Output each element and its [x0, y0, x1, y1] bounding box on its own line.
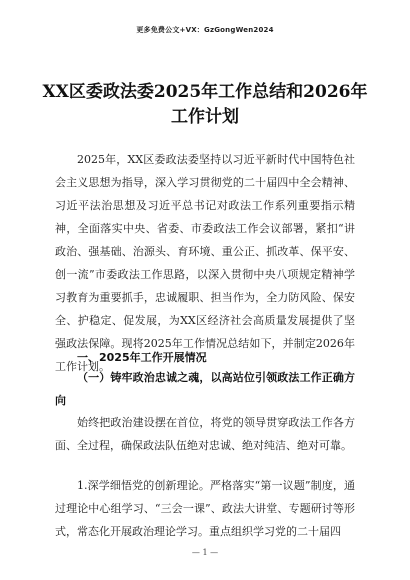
section-heading: 一、2025年工作开展情况: [77, 351, 207, 364]
page-header: 更多免费公文+VX：GzGongWen2024: [136, 26, 274, 34]
page-number: — 1 —: [191, 548, 219, 557]
subsection-paragraph: 始终把政治建设摆在首位，将党的领导贯穿政法工作各方面、全过程，确保政法队伍绝对忠诚、绝对纯洁、绝对可靠。: [55, 416, 355, 452]
intro-paragraph: 2025年，XX区委政法委坚持以习近平新时代中国特色社会主义思想为指导，深入学习贯彻党的二十届四中全会精神、习近平法治思想及习近平总书记对政法工作系列重要指示精神，全面落实中央、省委、市委政法工作会议部署，紧扣“讲政治、强基础、治源头、育环境、重公正、抓改革、保平安、创一流”市委政法工作思路，以深入贯彻中央八项规定精神学习教育为重要抓手，忠诚履职、担当作为，全力防风险、保安全、护稳定、促发展，为XX区经济社会高质量发展提供了坚强政法保障。现将2025年工作情况总结如下，并制定2026年工作计划。: [55, 153, 355, 373]
item-paragraph: 1.深学细悟党的创新理论。严格落实“第一议题”制度，通过理论中心组学习、“三会一课”、政法大讲堂、专题研讨等形式，常态化开展政治理论学习。重点组织学习党的二十届四: [55, 479, 355, 538]
subsection-heading: （一）铸牢政治忠诚之魂，以高站位引领政法工作正确方向: [55, 371, 355, 407]
document-title: XX区委政法委2025年工作总结和2026年工作计划: [42, 82, 368, 127]
